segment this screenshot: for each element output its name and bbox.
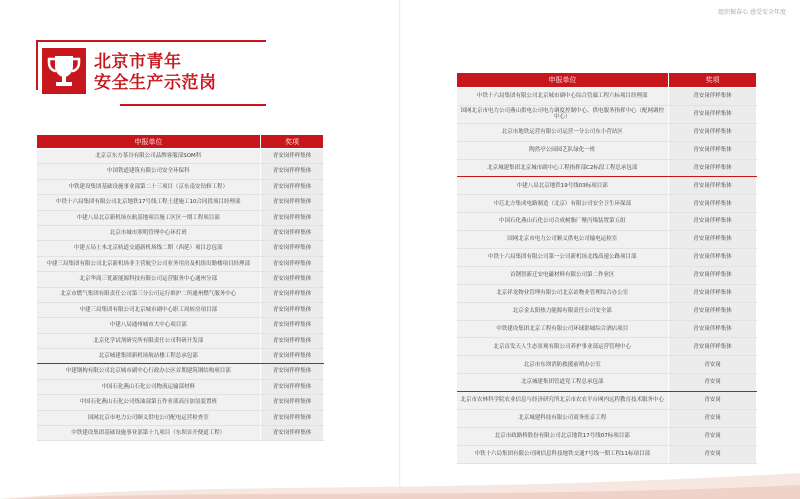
table-row [457, 159, 757, 177]
award-cell: 青安岗伴样集体 [261, 379, 324, 394]
unit-cell: 中建三局集团有限公司北京城市副中心职工周转房项目部 [37, 302, 261, 317]
award-cell: 青安岗伴样集体 [669, 141, 757, 159]
award-cell: 青安岗伴样集体 [261, 426, 324, 441]
table-row [37, 256, 324, 271]
table-row [37, 149, 324, 164]
award-cell: 青安岗 [669, 410, 757, 428]
unit-cell: 北京市东坝消防救援前哨办公室 [457, 356, 669, 374]
table-row [37, 287, 324, 302]
unit-cell: 中国铁道建筑有限公司安全环保科 [37, 164, 261, 179]
table-row [457, 284, 757, 302]
header-tagline: 组织振奋心 感受安全年度 [718, 9, 786, 16]
unit-cell: 陶然亭公园园艺队绿化一班 [457, 141, 669, 159]
award-cell: 青安岗伴样集体 [669, 266, 757, 284]
unit-cell: 中国石化燕山石化公司物流运输部材料 [37, 379, 261, 394]
award-cell: 青安岗伴样集体 [669, 123, 757, 141]
award-cell: 青安岗伴样集体 [261, 318, 324, 333]
header-unit: 申报单位 [457, 73, 669, 88]
award-cell: 青安岗伴样集体 [261, 272, 324, 287]
unit-cell: 中铁建设集团基础设施事业部第十九项目（东坝首开便道工程） [37, 426, 261, 441]
table-row [37, 349, 324, 364]
award-cell: 青安岗伴样集体 [261, 241, 324, 256]
award-cell: 青安岗伴样集体 [669, 213, 757, 231]
unit-cell: 首钢智新迁安电磁材料有限公司第二作业区 [457, 266, 669, 284]
unit-cell: 中芯北方集成电路制造（北京）有限公司安全卫生环保部 [457, 195, 669, 213]
table-row [457, 392, 757, 410]
table-row [457, 374, 757, 392]
table-row [457, 177, 757, 195]
award-cell: 青安岗伴样集体 [261, 164, 324, 179]
table-row [457, 195, 757, 213]
title-block [36, 40, 266, 106]
table-row [37, 210, 324, 225]
table-row [457, 141, 757, 159]
unit-cell: 国网北京市电力公司顺义供电公司配电运营检查室 [37, 410, 261, 425]
award-cell: 青安岗伴样集体 [261, 210, 324, 225]
table-row [457, 88, 757, 106]
award-cell: 青安岗 [669, 427, 757, 445]
table-row [457, 249, 757, 267]
award-cell: 青安岗伴样集体 [261, 302, 324, 317]
award-cell: 青安岗伴样集体 [669, 231, 757, 249]
award-cell: 青安岗 [669, 445, 757, 463]
table-row [37, 179, 324, 194]
table-header-row [457, 73, 757, 88]
table-row [457, 410, 757, 428]
table-header-row [37, 135, 324, 149]
table-row [457, 123, 757, 141]
award-cell: 青安岗伴样集体 [261, 395, 324, 410]
unit-cell: 中建钢构有限公司北京城市副中心行政办公区首期建筑钢结构项目部 [37, 364, 261, 379]
title-line-2: 安全生产示范岗 [94, 73, 217, 93]
unit-cell: 北京市农林科学院农业信息与经济研究所北京市农农平台网内远程教育技术服务中心 [457, 392, 669, 410]
unit-cell: 北京华商三优新能源科技有限公司运营服务中心通州分部 [37, 272, 261, 287]
table-row [37, 379, 324, 394]
table-row [457, 427, 757, 445]
left-awards-table [36, 134, 324, 441]
unit-cell: 中国石化燕山石化公司合成树脂厂聚丙烯装置第五组 [457, 213, 669, 231]
table-row [457, 266, 757, 284]
table-row [37, 225, 324, 240]
table-row [37, 318, 324, 333]
award-cell: 青安岗伴样集体 [669, 338, 757, 356]
award-cell: 青安岗伴样集体 [261, 225, 324, 240]
header-unit: 申报单位 [37, 135, 261, 149]
table-row [457, 213, 757, 231]
award-cell: 青安岗伴样集体 [261, 195, 324, 210]
table-row [37, 410, 324, 425]
table-row [37, 302, 324, 317]
page-title [94, 52, 217, 94]
table-row [457, 105, 757, 123]
table-row [37, 272, 324, 287]
unit-cell: 北京京东方茶谷有限公司品牌客服部SOM科 [37, 149, 261, 164]
award-cell: 青安岗 [669, 356, 757, 374]
unit-cell: 中铁十六局集团有限公司北京地铁17号线工程土建施工10合同段项目经理部 [37, 195, 261, 210]
unit-cell: 北京市燃气集团有限责任公司第三分公司运行维护二所通州燃气服务中心 [37, 287, 261, 302]
award-cell: 青安岗伴样集体 [261, 149, 324, 164]
award-cell: 青安岗伴样集体 [669, 177, 757, 195]
award-cell: 青安岗伴样集体 [669, 88, 757, 106]
right-table-body [457, 88, 757, 464]
unit-cell: 中建三局集团有限公司北京新机场非主营航空公司业务用房及机组出勤楼项目经理部 [37, 256, 261, 271]
trophy-icon [47, 53, 81, 89]
trophy-badge [42, 48, 86, 94]
unit-cell: 国网北京市电力公司燕山供电公司电力调度控制中心、供电服务指挥中心（配网调控中心） [457, 105, 669, 123]
award-cell: 青安岗伴样集体 [261, 333, 324, 348]
award-cell: 青安岗伴样集体 [261, 349, 324, 364]
unit-cell: 中建八局通州城市大中心项目部 [37, 318, 261, 333]
table-row [37, 426, 324, 441]
right-awards-table [456, 72, 757, 464]
unit-cell: 中铁十六局集团有限公司网信息科技地铁交通7号线一期工程11标项目部 [457, 445, 669, 463]
unit-cell: 中铁建设集团北京工程有限公司环球影城综合酒店项目 [457, 320, 669, 338]
award-cell: 青安岗伴样集体 [669, 302, 757, 320]
title-line-1: 北京市青年 [94, 52, 182, 72]
page-spine [399, 0, 401, 499]
award-cell: 青安岗 [669, 392, 757, 410]
award-cell: 青安岗伴样集体 [261, 256, 324, 271]
award-cell: 青安岗伴样集体 [669, 284, 757, 302]
unit-cell: 中铁建设集团基础设施事业部第二十三项目（京东南安钻修工程） [37, 179, 261, 194]
unit-cell: 中铁十六局集团有限公司第一公司新机场北线高速公路项目部 [457, 249, 669, 267]
table-row [37, 364, 324, 379]
unit-cell: 中建八局北京新机场东航基地项目施工区区一期工程项目部 [37, 210, 261, 225]
award-cell: 青安岗伴样集体 [261, 179, 324, 194]
unit-cell: 中国石化燕山石化公司炼油部第五作业部高压加氢装置班 [37, 395, 261, 410]
table-row [37, 164, 324, 179]
award-cell: 青安岗伴样集体 [261, 364, 324, 379]
unit-cell: 中铁十六局集团有限公司北京城市副中心综合管廊工程六标项目经理部 [457, 88, 669, 106]
award-cell: 青安岗伴样集体 [669, 195, 757, 213]
award-cell: 青安岗伴样集体 [669, 159, 757, 177]
award-cell: 青安岗伴样集体 [261, 410, 324, 425]
table-row [457, 302, 757, 320]
title-left-rule [36, 40, 38, 90]
award-cell: 青安岗 [669, 374, 757, 392]
table-row [37, 333, 324, 348]
table-row [37, 395, 324, 410]
unit-cell: 中建八局北京地铁19号线03标项目部 [457, 177, 669, 195]
table-row [457, 356, 757, 374]
unit-cell: 北京祥龙物业管理有限公司北京站物业管理综合办公室 [457, 284, 669, 302]
table-row [37, 195, 324, 210]
award-cell: 青安岗伴样集体 [261, 287, 324, 302]
award-cell: 青安岗伴样集体 [669, 105, 757, 123]
unit-cell: 北京市政路桥股份有限公司北京地铁17号线07标项目部 [457, 427, 669, 445]
award-cell: 青安岗伴样集体 [669, 320, 757, 338]
table-row [37, 241, 324, 256]
unit-cell: 北京城建科技有限公司商务驻京工程 [457, 410, 669, 428]
title-top-rule [36, 40, 266, 42]
unit-cell: 北京城建集团北京城市副中心工程指挥部C2标段工程总承包部 [457, 159, 669, 177]
unit-cell: 北京首发天人生态景观有限公司养护事业部运营管理中心 [457, 338, 669, 356]
header-award: 奖项 [261, 135, 324, 149]
award-cell: 青安岗伴样集体 [669, 249, 757, 267]
title-bottom-rule [120, 104, 266, 106]
header-award: 奖项 [669, 73, 757, 88]
table-row [457, 320, 757, 338]
left-table-body [37, 149, 324, 441]
unit-cell: 中建五局土木北京轨道交通新机场线二期（西延）项目总包部 [37, 241, 261, 256]
decorative-swoosh [0, 459, 800, 499]
table-row [457, 338, 757, 356]
unit-cell: 北京城建集团管道党工程总承包部 [457, 374, 669, 392]
unit-cell: 国网北京市电力公司顺义供电公司输电运检室 [457, 231, 669, 249]
unit-cell: 北京城建集团新机场航站楼工程总承包部 [37, 349, 261, 364]
unit-cell: 北京市地铁运营有限公司运营一分公司东小营站区 [457, 123, 669, 141]
unit-cell: 北京市城市照明管理中心环灯班 [37, 225, 261, 240]
table-row [457, 231, 757, 249]
unit-cell: 北京化学试剂研究所有限责任公司科研开发部 [37, 333, 261, 348]
unit-cell: 北京金太阳热力能源有限责任公司安全部 [457, 302, 669, 320]
